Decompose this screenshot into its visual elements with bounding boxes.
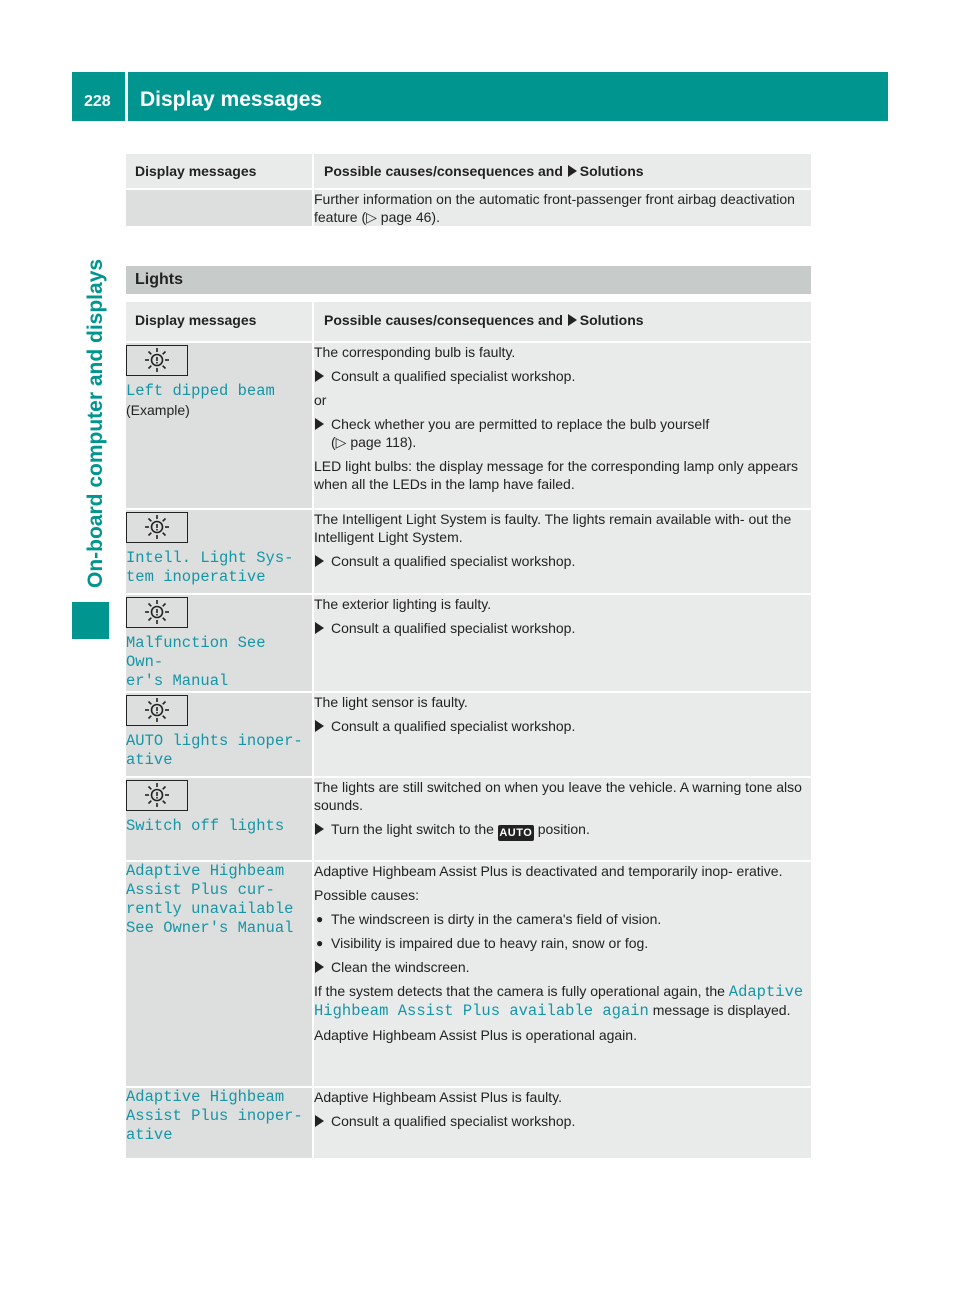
instruction-step: Consult a qualified specialist workshop. bbox=[314, 552, 811, 570]
bullet-item: ● The windscreen is dirty in the camera's field of vision. bbox=[316, 911, 662, 927]
example-note: (Example) bbox=[126, 402, 190, 418]
auto-light-switch-icon: AUTO bbox=[499, 827, 533, 839]
table-row: AUTO lights inoper‑ ative The light sensor is faulty. Consult a qualified specialist workshop. bbox=[126, 692, 811, 777]
action-arrow-icon bbox=[315, 418, 324, 430]
bullet-item: ● Visibility is impaired due to heavy rain, snow or fog. bbox=[316, 935, 649, 951]
page-reference: page 46 bbox=[380, 209, 432, 225]
page-reference: page 118 bbox=[350, 434, 408, 450]
action-arrow-icon bbox=[315, 622, 324, 634]
display-message: Adaptive Highbeam Assist Plus available again bbox=[314, 983, 804, 1020]
table-row: Malfunction See Own‑ er's Manual The exterior lighting is faulty. Consult a qualified specialist workshop. bbox=[126, 594, 811, 692]
exterior-lamp-icon bbox=[126, 780, 188, 811]
instruction-step: Consult a qualified specialist workshop. bbox=[314, 367, 811, 385]
instruction-step: Consult a qualified specialist workshop. bbox=[314, 619, 811, 637]
col-header-messages: Display messages bbox=[126, 302, 313, 342]
exterior-lamp-icon bbox=[126, 345, 188, 376]
table-header-row bbox=[126, 302, 811, 342]
action-arrow-icon bbox=[315, 961, 324, 973]
table-row: Switch off lights The lights are still switched on when you leave the vehicle. A warning tone also sounds. Turn the light switch to the AUTO position. bbox=[126, 777, 811, 861]
display-message: See Owner's Manual bbox=[126, 919, 294, 937]
display-message: Adaptive Highbeam bbox=[126, 1088, 285, 1106]
instruction-step: Consult a qualified specialist workshop. bbox=[314, 1112, 811, 1130]
side-marker bbox=[72, 602, 109, 639]
table-row: Intell. Light Sys‑ tem inoperative The Intelligent Light System is faulty. The lights remain available with- out the Intelligent Light System. Consult a qualified specialist workshop. bbox=[126, 509, 811, 594]
page-title: Display messages bbox=[140, 88, 323, 111]
action-arrow-icon bbox=[315, 370, 324, 382]
arrow-right-icon bbox=[568, 314, 577, 326]
section-header bbox=[126, 266, 811, 294]
page-header bbox=[72, 72, 888, 121]
page-ref-arrow-icon: ▷ bbox=[335, 434, 351, 450]
col-header-causes: Possible causes/consequences and Solutions bbox=[313, 302, 811, 342]
page-ref-arrow-icon: ▷ bbox=[366, 209, 381, 225]
table-header-row bbox=[126, 154, 811, 189]
display-message: rently unavailable bbox=[126, 900, 294, 918]
instruction-step: Check whether you are permitted to replace the bulb yourself (▷ page 118). bbox=[314, 415, 811, 451]
display-message: AUTO lights inoper‑ bbox=[126, 732, 303, 750]
display-message: er's Manual bbox=[126, 672, 229, 690]
instruction-step: Consult a qualified specialist workshop. bbox=[314, 717, 811, 735]
exterior-lamp-icon bbox=[126, 597, 188, 628]
col-header-messages: Display messages bbox=[126, 154, 313, 189]
action-arrow-icon bbox=[315, 720, 324, 732]
action-arrow-icon bbox=[315, 555, 324, 567]
instruction-step: Turn the light switch to the AUTO position. bbox=[314, 820, 811, 841]
bullet-icon: ● bbox=[316, 936, 324, 950]
display-message: Assist Plus cur‑ bbox=[126, 881, 275, 899]
display-message: Malfunction See Own‑ bbox=[126, 634, 266, 671]
table-row: Left dipped beam (Example) The corresponding bulb is faulty. Consult a qualified specialist workshop. or Check whether you are permitted to replace the bulb yourself (▷ page 118). LED light bulbs: the display message for the corresponding lamp only appears when all the LEDs in the lamp have failed. bbox=[126, 342, 811, 509]
action-arrow-icon bbox=[315, 823, 324, 835]
arrow-right-icon bbox=[568, 165, 577, 177]
bullet-icon: ● bbox=[316, 912, 324, 926]
display-message: ative bbox=[126, 1126, 173, 1144]
action-arrow-icon bbox=[315, 1115, 324, 1127]
continuation-table bbox=[126, 154, 811, 228]
display-message: tem inoperative bbox=[126, 568, 266, 586]
instruction-step: Clean the windscreen. bbox=[314, 958, 811, 976]
display-message: Assist Plus inoper‑ bbox=[126, 1107, 303, 1125]
lights-table bbox=[126, 302, 811, 1160]
page-number: 228 bbox=[84, 93, 111, 110]
display-message: ative bbox=[126, 751, 173, 769]
col-header-causes: Possible causes/consequences and Solutions bbox=[313, 154, 811, 189]
section-title: Lights bbox=[135, 271, 183, 288]
display-message: Switch off lights bbox=[126, 817, 285, 835]
display-message: Intell. Light Sys‑ bbox=[126, 549, 294, 567]
header-divider bbox=[125, 72, 128, 121]
side-chapter-text: On-board computer and displays bbox=[84, 258, 107, 588]
display-message: Adaptive Highbeam bbox=[126, 862, 285, 880]
table-row: Adaptive Highbeam Assist Plus inoper‑ ative Adaptive Highbeam Assist Plus is faulty. Consult a qualified specialist workshop. bbox=[126, 1087, 811, 1159]
table-row: Adaptive Highbeam Assist Plus cur‑ rently unavailable See Owner's Manual Adaptive Highbeam Assist Plus is deactivated and temporarily inop- erative. Possible causes: ● The windscreen is dirty in the camera's field of vision. ● Visibility is impaired due to heavy rain, snow or fog. Clean the windscreen. If the system detects that the camera is fully operational again, the Adaptive Highbeam Assist Plus available again message is displayed. Adaptive Highbeam Assist Plus is operational again. bbox=[126, 861, 811, 1087]
table-row: Further information on the automatic front-passenger front airbag deactivation feature (▷ page 46). bbox=[126, 189, 811, 227]
exterior-lamp-icon bbox=[126, 695, 188, 726]
exterior-lamp-icon bbox=[126, 512, 188, 543]
display-message: Left dipped beam bbox=[126, 382, 275, 400]
